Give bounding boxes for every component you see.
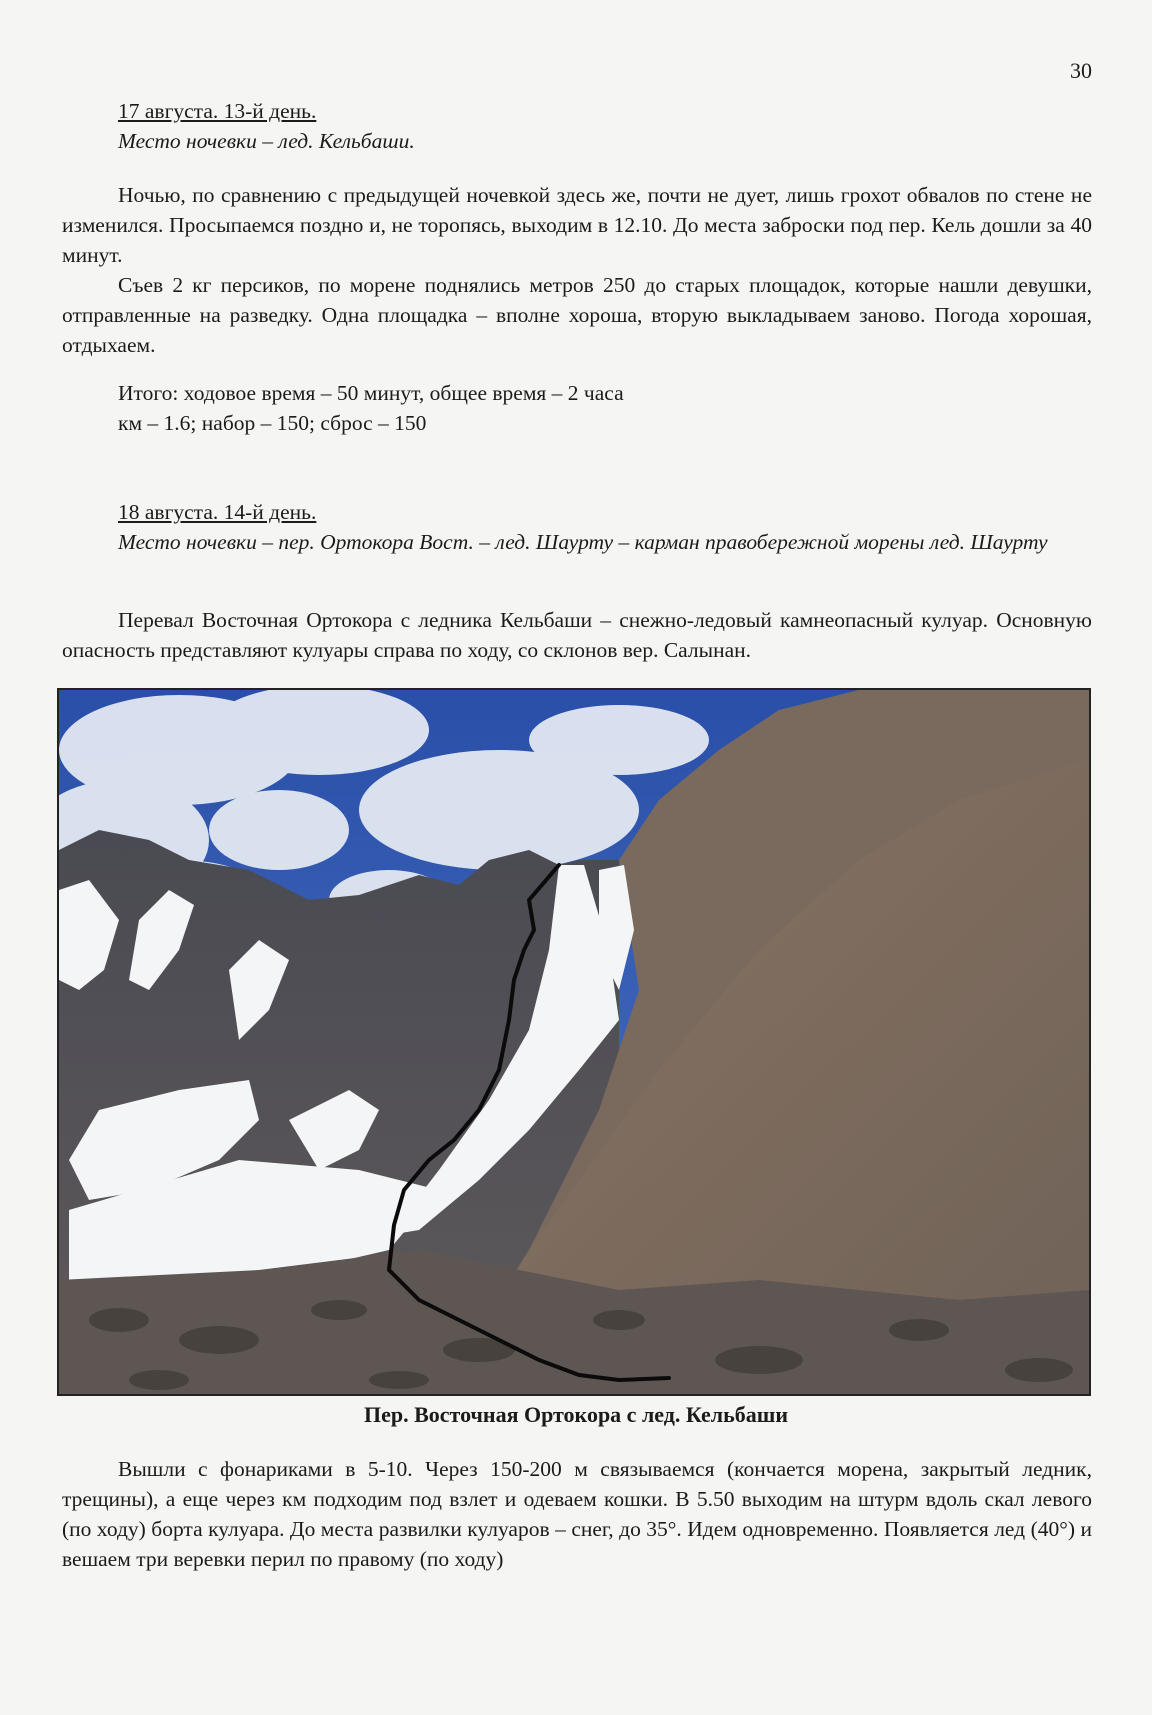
mountain-photo-illustration xyxy=(59,690,1089,1394)
mountain-photo xyxy=(57,688,1091,1396)
day18-heading-block xyxy=(62,497,1092,557)
day17-totals-line-1: Итого: ходовое время – 50 минут, общее время – 2 часа xyxy=(118,381,624,405)
day17-totals-line-2: км – 1.6; набор – 150; сброс – 150 xyxy=(118,411,427,435)
day17-header: 17 августа. 13-й день. xyxy=(118,99,317,123)
continuation-paragraph: Вышли с фонариками в 5-10. Через 150-200 м связываемся (кончается морена, закрытый ледник, трещины), а еще через км подходим под взлет и одеваем кошки. В 5.50 выходим на штурм вдоль скал левого (по ходу) борта кулуара. До места развилки кулуаров – снег, до 35°. Идем одновременно. Появляется лед (40°) и вешаем три веревки перил по правому (по ходу) xyxy=(62,1457,1092,1571)
day18-camp: Место ночевки – пер. Ортокора Вост. – лед. Шаурту – карман правобережной морены лед. Шаурту xyxy=(118,530,1048,554)
page-number: 30 xyxy=(1070,58,1092,83)
day18-paragraph-1: Перевал Восточная Ортокора с ледника Кельбаши – снежно-ледовый камнеопасный кулуар. Основную опасность представляют кулуары справа по ходу, со склонов вер. Салынан. xyxy=(62,608,1092,662)
day17-camp: Место ночевки – лед. Кельбаши. xyxy=(118,129,415,153)
figure-caption: Пер. Восточная Ортокора с лед. Кельбаши xyxy=(364,1402,788,1427)
day17-paragraph-1: Ночью, по сравнению с предыдущей ночевкой здесь же, почти не дует, лишь грохот обвалов по стене не изменился. Просыпаемся поздно и, не торопясь, выходим в 12.10. До места заброски под пер. Кель дошли за 40 минут. xyxy=(62,183,1092,267)
day17-heading-block xyxy=(118,96,1018,156)
day17-paragraph-2: Съев 2 кг персиков, по морене поднялись метров 250 до старых площадок, которые нашли девушки, отправленные на разведку. Одна площадка – вполне хороша, вторую выкладываем заново. Погода хорошая, отдыхаем. xyxy=(62,273,1092,357)
continuation-body xyxy=(62,1454,1092,1574)
day17-body xyxy=(62,180,1092,360)
day17-totals xyxy=(118,378,1018,438)
day18-header: 18 августа. 14-й день. xyxy=(118,500,317,524)
day18-body xyxy=(62,605,1092,665)
